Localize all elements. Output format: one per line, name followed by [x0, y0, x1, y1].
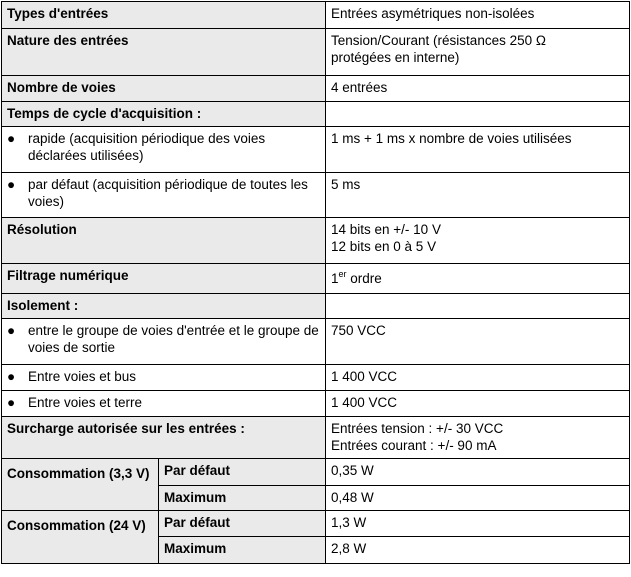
filtrage-value — [326, 264, 630, 294]
row-voies — [2, 76, 630, 102]
row-isolement — [2, 294, 630, 319]
isolement-terre-label: Entre voies et terre — [28, 395, 143, 410]
voies-value: 4 entrées — [326, 76, 630, 102]
filtrage-value-rest: ordre — [346, 271, 382, 286]
surcharge-label: Surcharge autorisée sur les entrées : — [2, 417, 326, 459]
cycle-rapide-value: 1 ms + 1 ms x nombre de voies utilisées — [326, 127, 630, 173]
bullet-icon: ● — [7, 131, 16, 146]
cycle-value-empty — [326, 102, 630, 127]
isolement-value-empty — [326, 294, 630, 319]
cycle-defaut-cell — [2, 173, 326, 218]
isolement-label: Isolement : — [2, 294, 326, 319]
isolement-bus-value: 1 400 VCC — [326, 365, 630, 391]
conso24-max-value: 2,8 W — [326, 537, 630, 564]
cycle-defaut-value: 5 ms — [326, 173, 630, 218]
row-surcharge — [2, 417, 630, 459]
row-isolement-groupe — [2, 319, 630, 365]
bullet-icon: ● — [7, 177, 16, 192]
surcharge-value-line1: Entrées tension : +/- 30 VCC — [331, 421, 504, 436]
types-label: Types d'entrées — [2, 2, 326, 29]
row-conso24-defaut — [2, 511, 630, 537]
surcharge-value-line2: Entrées courant : +/- 90 mA — [331, 438, 497, 453]
row-conso33-defaut — [2, 459, 630, 486]
types-value: Entrées asymétriques non-isolées — [326, 2, 630, 29]
isolement-groupe-label: entre le groupe de voies d'entrée et le groupe de voies de sortie — [28, 323, 319, 355]
resolution-label: Résolution — [2, 218, 326, 264]
nature-value-line1: Tension/Courant (résistances 250 Ω — [331, 33, 546, 48]
row-types — [2, 2, 630, 29]
row-resolution — [2, 218, 630, 264]
nature-label: Nature des entrées — [2, 29, 326, 76]
conso24-label: Consommation (24 V) — [2, 511, 159, 564]
isolement-terre-cell — [2, 391, 326, 417]
conso33-label: Consommation (3,3 V) — [2, 459, 159, 511]
spec-table — [1, 1, 630, 564]
cycle-rapide-cell — [2, 127, 326, 173]
voies-label: Nombre de voies — [2, 76, 326, 102]
resolution-value — [326, 218, 630, 264]
bullet-icon: ● — [7, 369, 16, 384]
resolution-value-line1: 14 bits en +/- 10 V — [331, 222, 441, 237]
row-isolement-bus — [2, 365, 630, 391]
cycle-label: Temps de cycle d'acquisition : — [2, 102, 326, 127]
isolement-bus-label: Entre voies et bus — [28, 369, 137, 384]
conso33-max-value: 0,48 W — [326, 486, 630, 511]
filtrage-label: Filtrage numérique — [2, 264, 326, 294]
conso24-defaut-label: Par défaut — [159, 511, 326, 537]
conso33-max-label: Maximum — [159, 486, 326, 511]
cycle-rapide-label: rapide (acquisition périodique des voies déclarées utilisées) — [28, 131, 266, 163]
isolement-groupe-value: 750 VCC — [326, 319, 630, 365]
conso33-defaut-label: Par défaut — [159, 459, 326, 486]
conso24-max-label: Maximum — [159, 537, 326, 564]
resolution-value-line2: 12 bits en 0 à 5 V — [331, 239, 437, 254]
filtrage-value-sup: er — [338, 269, 347, 279]
row-cycle — [2, 102, 630, 127]
row-cycle-defaut — [2, 173, 630, 218]
conso33-defaut-value: 0,35 W — [326, 459, 630, 486]
isolement-terre-value: 1 400 VCC — [326, 391, 630, 417]
filtrage-value-num: 1 — [331, 271, 339, 286]
row-isolement-terre — [2, 391, 630, 417]
cycle-defaut-label: par défaut (acquisition périodique de toutes les voies) — [28, 177, 308, 209]
nature-value-line2: protégées en interne) — [331, 50, 460, 65]
row-nature — [2, 29, 630, 76]
surcharge-value — [326, 417, 630, 459]
nature-value — [326, 29, 630, 76]
isolement-groupe-cell — [2, 319, 326, 365]
row-filtrage — [2, 264, 630, 294]
row-cycle-rapide — [2, 127, 630, 173]
isolement-bus-cell — [2, 365, 326, 391]
bullet-icon: ● — [7, 323, 16, 338]
bullet-icon: ● — [7, 395, 16, 410]
conso24-defaut-value: 1,3 W — [326, 511, 630, 537]
